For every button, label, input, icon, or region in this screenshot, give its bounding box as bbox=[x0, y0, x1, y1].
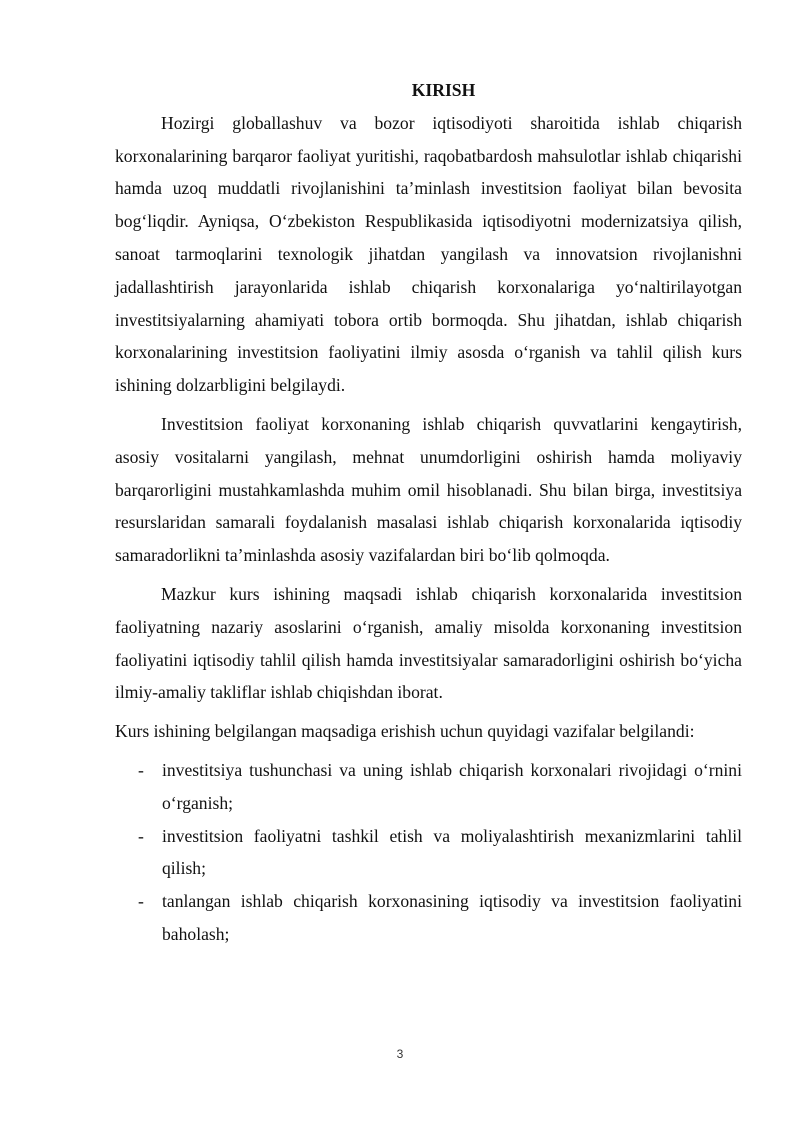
paragraph-investment-role: Investitsion faoliyat korxonaning ishlab chiqarish quvvatlarini kengaytirish, asosiy vositalarni yangilash, mehnat unumdorligini oshirish hamda moliyaviy barqarorligini mustahkamlashda muhim omil hisoblanadi. Shu bilan birga, investitsiya resurslaridan samarali foydalanish masalasi ishlab chiqarish korxonalarida iqtisodiy samaradorlikni ta’minlashda asosiy vazifalardan biri bo‘lib qolmoqda. bbox=[115, 413, 742, 566]
list-item-text: tanlangan ishlab chiqarish korxonasining iqtisodiy va investitsion faoliyatini baholash; bbox=[162, 891, 742, 944]
section-heading: KIRISH bbox=[411, 80, 476, 100]
dash-marker: - bbox=[138, 891, 144, 912]
dash-marker: - bbox=[138, 759, 144, 780]
list-item-text: investitsiya tushunchasi va uning ishlab chiqarish korxonalari rivojidagi o‘rnini o‘rganish; bbox=[162, 759, 742, 813]
task-list bbox=[115, 754, 742, 951]
list-item bbox=[115, 820, 742, 886]
page-number: 3 bbox=[396, 1047, 404, 1061]
list-item-text: investitsion faoliyatni tashkil etish va moliyalashtirish mexanizmlarini tahlil qilish; bbox=[162, 825, 742, 879]
document-page bbox=[115, 74, 742, 951]
dash-marker: - bbox=[138, 825, 144, 846]
list-item bbox=[115, 885, 742, 951]
paragraph-goal: Mazkur kurs ishining maqsadi ishlab chiqarish korxonalarida investitsion faoliyatning nazariy asoslarini o‘rganish, amaliy misolda korxonaning investitsion faoliyatini iqtisodiy tahlil qilish hamda investitsiyalar samaradorligini oshirish bo‘yicha ilmiy-amaliy takliflar ishlab chiqishdan iborat. bbox=[115, 583, 742, 703]
list-intro: Kurs ishining belgilangan maqsadiga erishish uchun quyidagi vazifalar belgilandi: bbox=[115, 721, 695, 742]
list-item bbox=[115, 754, 742, 820]
paragraph-intro: Hozirgi globallashuv va bozor iqtisodiyoti sharoitida ishlab chiqarish korxonalarining barqaror faoliyat yuritishi, raqobatbardosh mahsulotlar ishlab chiqarishi hamda uzoq muddatli rivojlanishini ta’minlash investitsion faoliyat bilan bevosita bog‘liqdir. Ayniqsa, O‘zbekiston Respublikasida iqtisodiyotni modernizatsiya qilish, sanoat tarmoqlarini texnologik jihatdan yangilash va innovatsion rivojlanishni jadallashtirish jarayonlarida ishlab chiqarish korxonalariga yo‘naltirilayotgan investitsiyalarning ahamiyati tobora ortib bormoqda. Shu jihatdan, ishlab chiqarish korxonalarining investitsion faoliyatini ilmiy asosda o‘rganish va tahlil qilish kurs ishining dolzarbligini belgilaydi. bbox=[115, 112, 742, 396]
